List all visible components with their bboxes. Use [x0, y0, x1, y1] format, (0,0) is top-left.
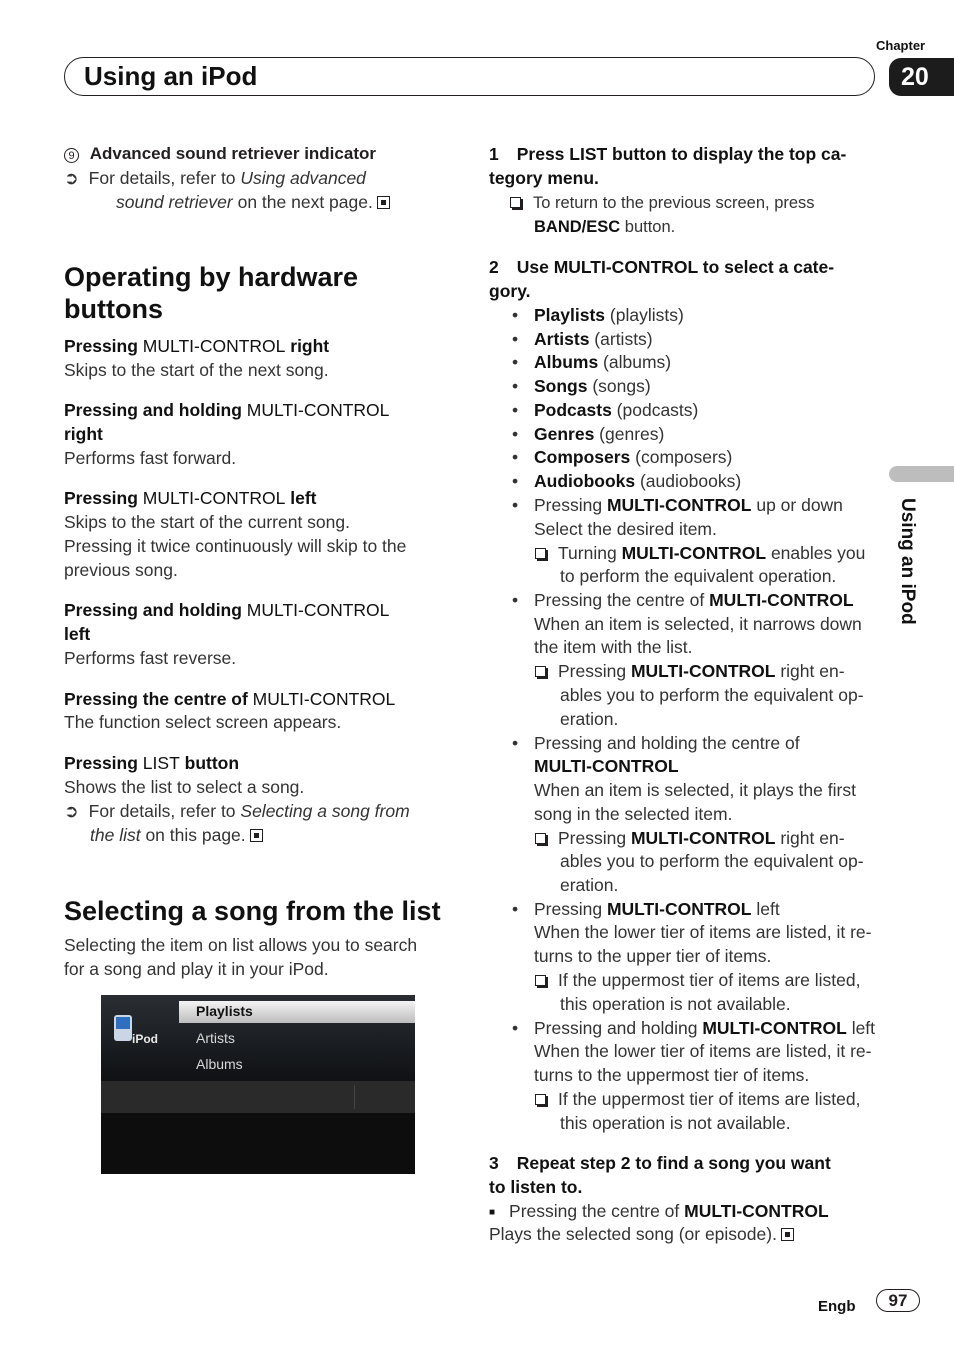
- category-list-item: • Podcasts (podcasts): [512, 400, 699, 420]
- operation-item: • Pressing and holding MULTI-CONTROL left: [512, 1018, 876, 1038]
- op-body: previous song.: [64, 560, 178, 580]
- bullet-icon: •: [512, 733, 519, 753]
- note-box-icon: [535, 975, 546, 986]
- square-bullet-icon: ■: [489, 1207, 496, 1218]
- op-reference: ➲ For details, refer to Selecting a song from: [64, 801, 410, 821]
- end-mark-icon: [250, 829, 263, 842]
- operation-item: • Pressing MULTI-CONTROL up or down: [512, 495, 843, 515]
- operation-note-cont: this operation is not available.: [560, 1113, 791, 1133]
- operation-note-cont: ables you to perform the equivalent op-: [560, 685, 864, 705]
- note-box-icon: [535, 666, 546, 677]
- step-1-heading: 1 Press LIST button to display the top ca-: [489, 144, 847, 164]
- arrow-icon: ➲: [64, 801, 79, 821]
- item-number-badge: 9: [64, 148, 79, 163]
- note-box-icon: [535, 548, 546, 559]
- category-list-item: • Genres (genres): [512, 424, 665, 444]
- operation-body: When the lower tier of items are listed, it re-: [534, 922, 872, 942]
- section-heading-selecting: Selecting a song from the list: [64, 896, 441, 926]
- operation-item: • Pressing MULTI-CONTROL left: [512, 899, 780, 919]
- step-3-body: Plays the selected song (or episode).: [489, 1222, 794, 1246]
- item-9-reference: ➲ For details, refer to Using advanced: [64, 168, 366, 188]
- bullet-icon: •: [512, 495, 519, 515]
- bullet-icon: •: [512, 590, 519, 610]
- op-heading: Pressing MULTI-CONTROL right: [64, 336, 330, 356]
- end-mark-icon: [377, 196, 390, 209]
- op-body: Shows the list to select a song.: [64, 777, 305, 797]
- bullet-icon: •: [512, 305, 519, 325]
- op-body: The function select screen appears.: [64, 712, 342, 732]
- step-1-note-cont: BAND/ESC button.: [534, 218, 676, 236]
- operation-body: turns to the uppermost tier of items.: [534, 1065, 810, 1085]
- operation-item: • Pressing the centre of MULTI-CONTROL: [512, 590, 854, 610]
- operation-body: When an item is selected, it narrows down: [534, 614, 862, 634]
- note-box-icon: [535, 833, 546, 844]
- bullet-icon: •: [512, 1018, 519, 1038]
- language-label: Engb: [818, 1298, 856, 1315]
- step-3-heading: 3 Repeat step 2 to find a song you want: [489, 1153, 831, 1173]
- op-heading: Pressing and holding MULTI-CONTROL: [64, 400, 390, 420]
- arrow-icon: ➲: [64, 168, 79, 188]
- screen-list-item[interactable]: Artists: [196, 1030, 235, 1046]
- chapter-number: 20: [889, 58, 954, 96]
- operation-note: If the uppermost tier of items are listed,: [560, 1087, 861, 1111]
- step-3-heading-cont: to listen to.: [489, 1177, 583, 1197]
- page-title: Using an iPod: [84, 61, 258, 91]
- step-2-heading: 2 Use MULTI-CONTROL to select a cate-: [489, 257, 835, 277]
- operation-note-cont: eration.: [560, 709, 619, 729]
- operation-note-cont: ables you to perform the equivalent op-: [560, 851, 864, 871]
- op-heading-cont: left: [64, 624, 91, 644]
- op-reference-cont: the list on this page.: [90, 823, 263, 847]
- step-2-heading-cont: gory.: [489, 281, 531, 301]
- section-intro: for a song and play it in your iPod.: [64, 959, 329, 979]
- operation-control: MULTI-CONTROL: [534, 756, 679, 776]
- screen-list-item[interactable]: Playlists: [196, 1003, 253, 1019]
- operation-body: song in the selected item.: [534, 804, 733, 824]
- step-3-operation: ■ Pressing the centre of MULTI-CONTROL: [489, 1201, 829, 1221]
- op-heading-cont: right: [64, 424, 103, 444]
- chapter-label: Chapter: [876, 38, 926, 53]
- operation-body: When an item is selected, it plays the first: [534, 780, 856, 800]
- bullet-icon: •: [512, 329, 519, 349]
- item-9-reference-cont: sound retriever on the next page.: [116, 190, 390, 214]
- side-tab-label: Using an iPod: [897, 498, 918, 625]
- op-body: Pressing it twice continuously will skip to the: [64, 536, 407, 556]
- page-number: 97: [876, 1289, 920, 1312]
- operation-body: turns to the upper tier of items.: [534, 946, 772, 966]
- operation-note-cont: eration.: [560, 875, 619, 895]
- operation-note: If the uppermost tier of items are listed,: [560, 968, 861, 992]
- end-mark-icon: [781, 1228, 794, 1241]
- bullet-icon: •: [512, 899, 519, 919]
- operation-note: Pressing MULTI-CONTROL right en-: [560, 659, 845, 683]
- section-intro: Selecting the item on list allows you to search: [64, 935, 418, 955]
- bullet-icon: •: [512, 376, 519, 396]
- operation-note: Turning MULTI-CONTROL enables you: [560, 541, 865, 565]
- op-heading: Pressing MULTI-CONTROL left: [64, 488, 317, 508]
- screen-list-item[interactable]: Albums: [196, 1056, 243, 1072]
- operation-body: the item with the list.: [534, 637, 693, 657]
- operation-item: • Pressing and holding the centre of: [512, 733, 800, 753]
- side-tab-marker: [889, 466, 954, 482]
- item-9-heading: [64, 142, 376, 166]
- note-box-icon: [510, 197, 521, 208]
- operation-body: Select the desired item.: [534, 519, 717, 539]
- bullet-icon: •: [512, 352, 519, 372]
- step-1-note: To return to the previous screen, press: [534, 191, 815, 215]
- operation-note: Pressing MULTI-CONTROL right en-: [560, 826, 845, 850]
- bullet-icon: •: [512, 471, 519, 491]
- category-list-item: • Albums (albums): [512, 352, 672, 372]
- op-body: Skips to the start of the current song.: [64, 512, 350, 532]
- step-1-heading-cont: tegory menu.: [489, 168, 599, 188]
- operation-body: When the lower tier of items are listed, it re-: [534, 1041, 872, 1061]
- op-heading: Pressing and holding MULTI-CONTROL: [64, 600, 390, 620]
- category-list-item: • Playlists (playlists): [512, 305, 684, 325]
- note-box-icon: [535, 1094, 546, 1105]
- category-list-item: • Songs (songs): [512, 376, 651, 396]
- bullet-icon: •: [512, 424, 519, 444]
- operation-note-cont: this operation is not available.: [560, 994, 791, 1014]
- section-heading-hardware: Operating by hardware buttons: [64, 262, 359, 324]
- ipod-list-screen: [101, 995, 415, 1174]
- category-list-item: • Audiobooks (audiobooks): [512, 471, 742, 491]
- item-9-title: Advanced sound retriever indicator: [89, 144, 376, 163]
- op-heading: Pressing the centre of MULTI-CONTROL: [64, 689, 396, 709]
- op-body: Performs fast forward.: [64, 448, 237, 468]
- bullet-icon: •: [512, 400, 519, 420]
- op-body: Skips to the start of the next song.: [64, 360, 329, 380]
- category-list-item: • Composers (composers): [512, 447, 733, 467]
- op-body: Performs fast reverse.: [64, 648, 237, 668]
- category-list-item: • Artists (artists): [512, 329, 653, 349]
- op-heading: Pressing LIST button: [64, 753, 240, 773]
- bullet-icon: •: [512, 447, 519, 467]
- operation-note-cont: to perform the equivalent operation.: [560, 566, 837, 586]
- ipod-label: iPod: [132, 1032, 158, 1046]
